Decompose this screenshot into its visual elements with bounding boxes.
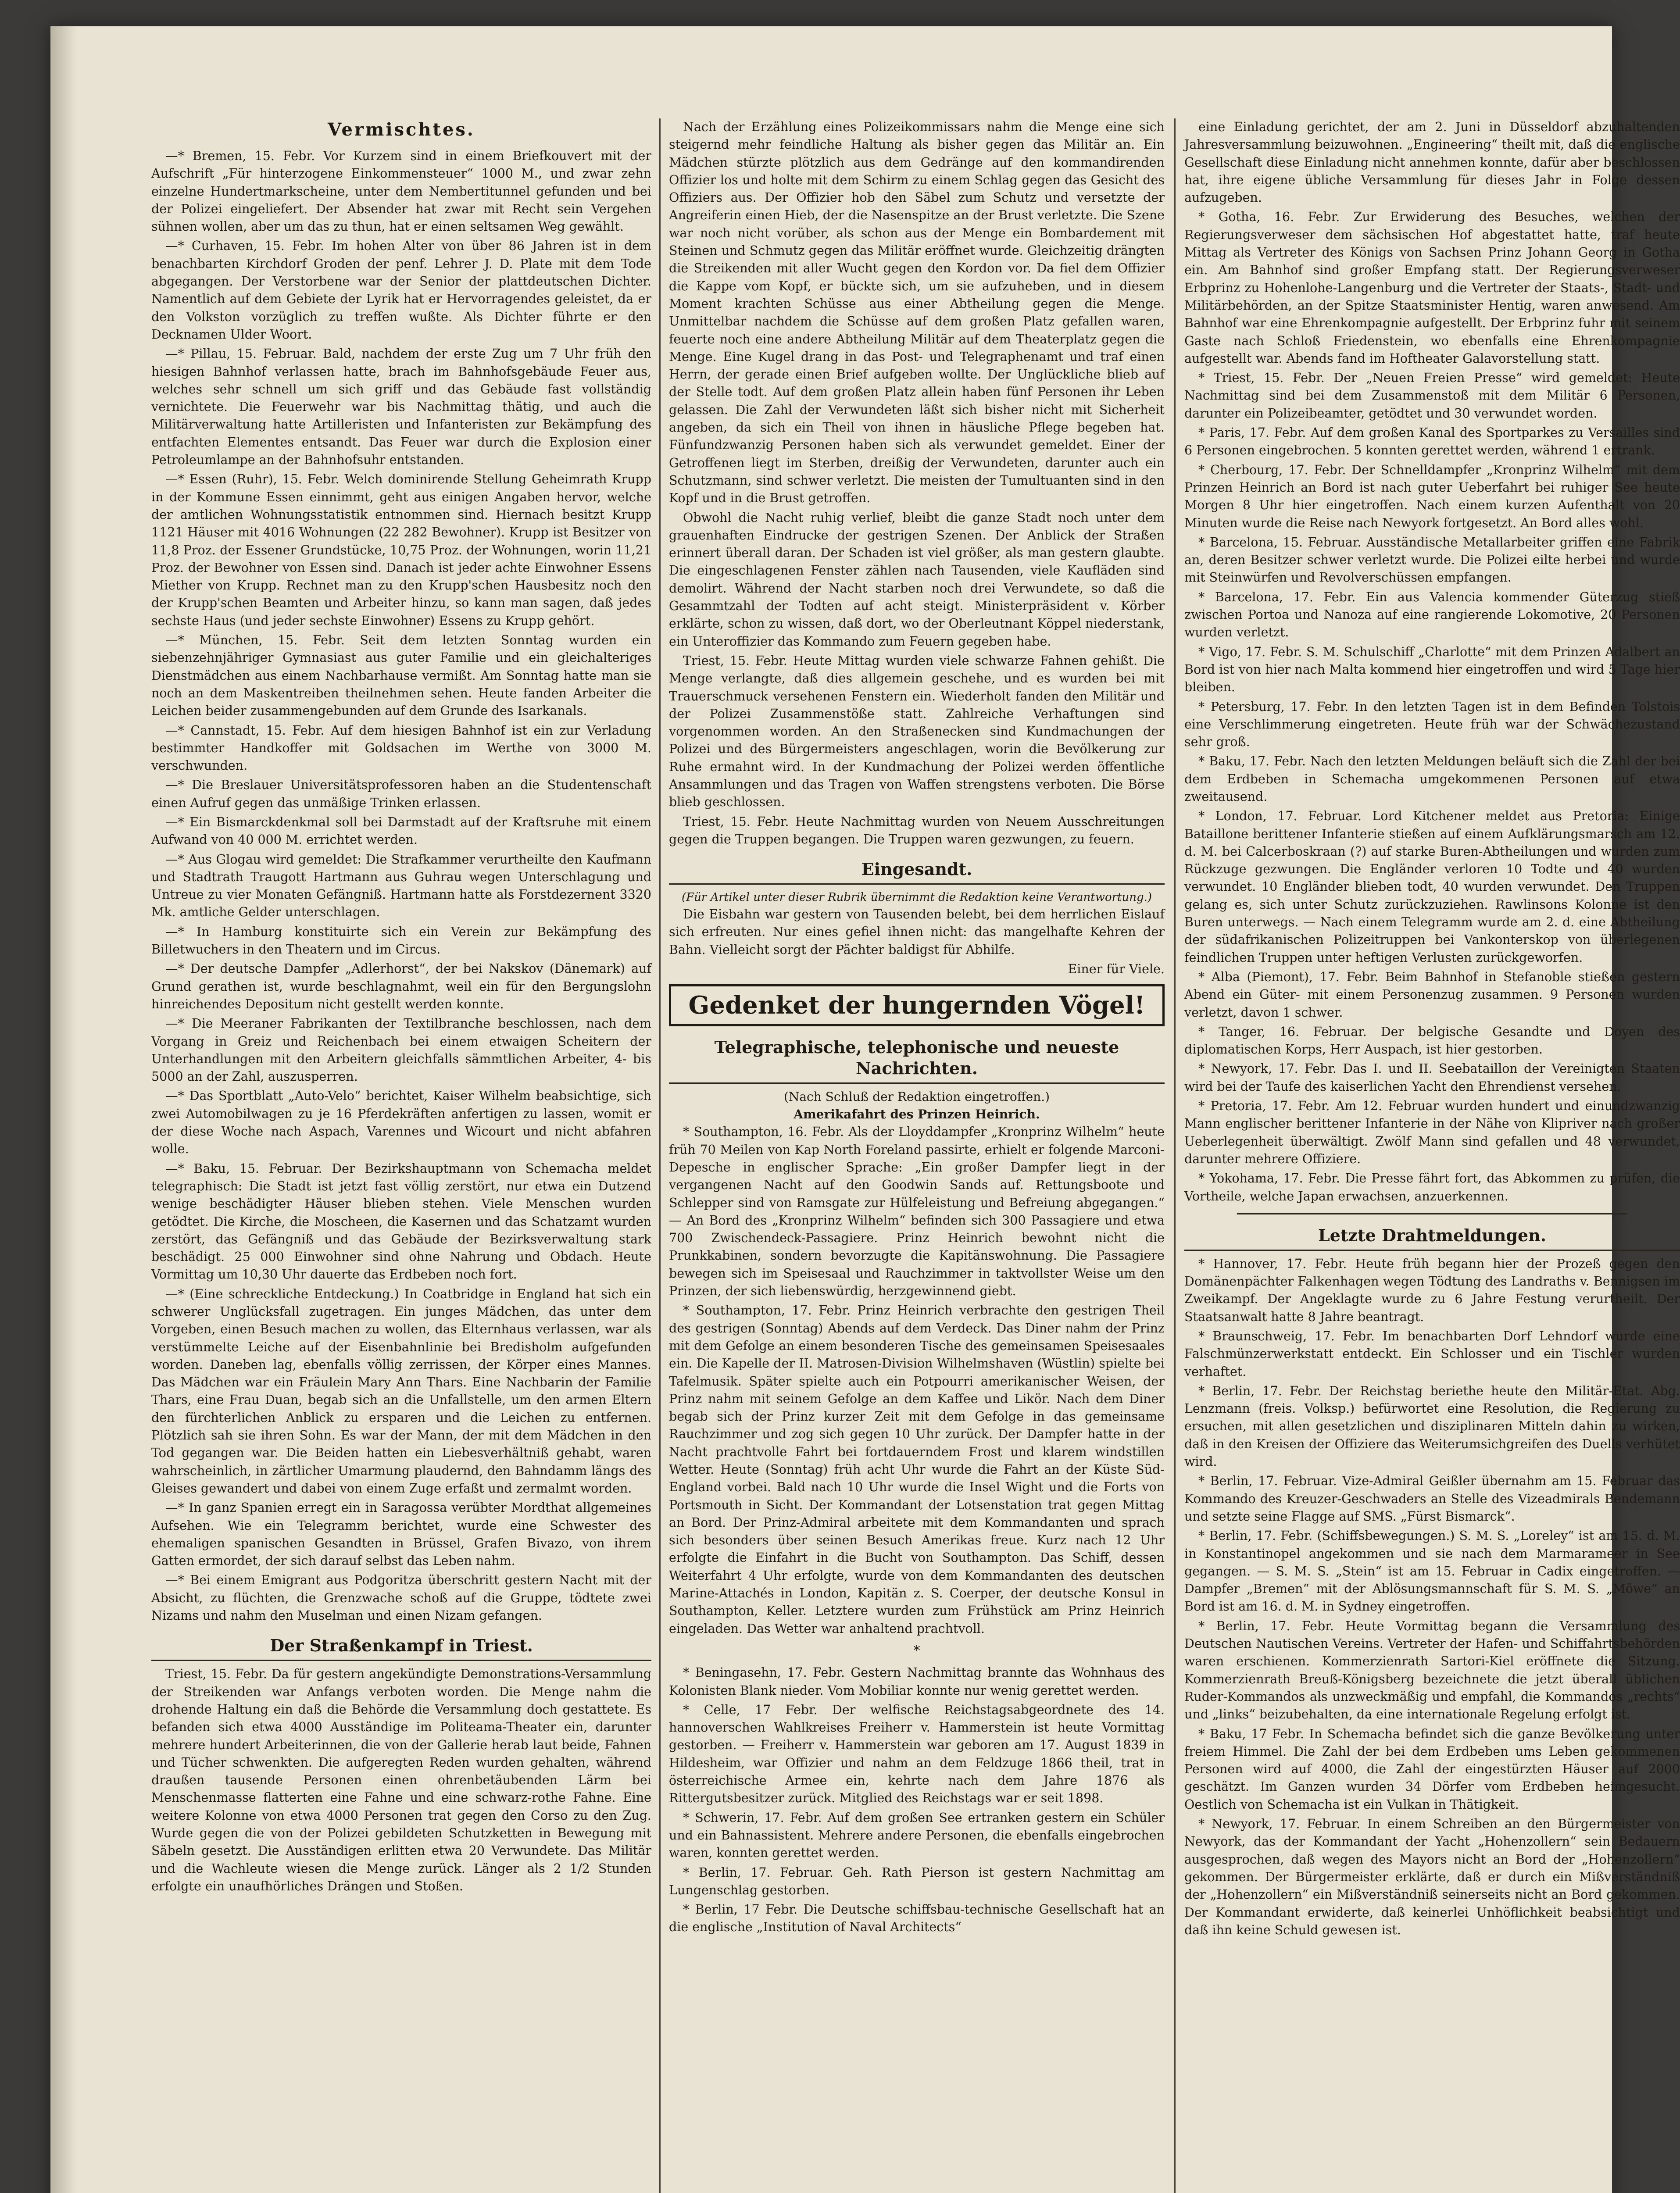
news-items: [151, 147, 651, 1625]
news-items: [669, 1664, 1165, 1936]
column-rule: [659, 118, 661, 2193]
news-item: —* Aus Glogau wird gemeldet: Die Strafkammer verurtheilte den Kaufmann und Stadtrath Traugott Hartmann aus Guhrau wegen Unterschlagung und Untreue zu vier Monaten Gefängniß. Hartmann hatte als Forstdezernent 3320 Mk. amtliche Gelder unterschlagen.: [151, 852, 651, 920]
news-items: [669, 1123, 1165, 1638]
news-item: —* Bei einem Emigrant aus Podgoritza überschritt gestern Nacht mit der Absicht, zu flüchten, die Grenzwache schoß auf die Gruppe, tödtete zwei Nizams und nahm den Muselman und einen Nizam gefangen.: [151, 1573, 651, 1623]
column-2: [669, 118, 1165, 2193]
news-item: * Vigo, 17. Febr. S. M. Schulschiff „Charlotte“ mit dem Prinzen Adalbert an Bord ist von hier nach Malta kommend hier eingetroffen und wird 5 Tage hier bleiben.: [1184, 644, 1680, 695]
news-item: Triest, 15. Febr. Da für gestern angekündigte Demonstrations-Versammlung der Streikenden war Anfangs verboten worden. Die Menge nahm die drohende Haltung ein daß die Behörde die Versammlung doch gestattete. Es befanden sich etwa 4000 Ausständige im Politeama-Theater ein, darunter mehrere hundert Arbeiterinnen, die von der Gallerie herab laut beide, Fahnen und Tücher schwenkten. Die aufgeregten Reden wurden gehalten, während draußen tausende Personen einen ohrenbetäubenden Lärm bei Menschenmasse flatterten eine Fahne und eine schwarz-rothe Fahne. Eine weitere Kolonne von etwa 4000 Personen trat gegen den Corso zu den Zug. Wurde gegen die von der Polizei gebildeten Schutzketten in Bewegung mit Säbeln gesetzt. Die Ausständigen erlitten etwa 20 Verwundete. Das Militär und die Wachleute wiesen die Menge zurück. Länger als 2 1/2 Stunden erfolgte ein unaufhörliches Drängen und Stoßen.: [151, 1667, 651, 1893]
news-items: [1184, 118, 1680, 1205]
news-item: —* Das Sportblatt „Auto-Velo“ berichtet, Kaiser Wilhelm beabsichtige, sich zwei Automobilwagen zu je 16 Pferdekräften anfertigen zu lassen, womit er der diese Woche nach Aspach, Varennes und Wicourt und nicht abfahren wolle.: [151, 1089, 651, 1157]
news-item: * Gotha, 16. Febr. Zur Erwiderung des Besuches, welchen der Regierungsverweser dem sächsischen Hof abgestattet hatte, traf heute Mittag als Vertreter des Königs von Sachsen Prinz Johann Georg in Gotha ein. Am Bahnhof sind großer Empfang statt. Der Regierungsverweser Erbprinz zu Hohenlohe-Langenburg und die Vertreter der Staats-, Stadt- und Militärbehörden, an der Spitze Staatsminister Hentig, waren anwesend. Am Bahnhof war eine Ehrenkompagnie aufgestellt. Der Erbprinz fuhr mit seinem Gaste nach Schloß Friedenstein, wo ebenfalls eine Ehrenkompagnie aufgestellt war. Abends fand im Hoftheater Galavorstellung statt.: [1184, 210, 1680, 366]
news-item: * Barcelona, 17. Febr. Ein aus Valencia kommender Güterzug stieß zwischen Portoa und Nanoza auf eine rangierende Lokomotive, 20 Personen wurden verletzt.: [1184, 589, 1680, 640]
news-item: * Berlin, 17. Febr. Der Reichstag beriethe heute den Militär-Etat. Abg. Lenzmann (freis. Volksp.) befürwortet eine Resolution, die Regierung zu ersuchen, mit allen gesetzlichen und disziplinaren Mitteln dahin zu wirken, daß in den Kreisen der Offiziere das Weiterumsichgreifen des Duells verhütet wird.: [1184, 1383, 1680, 1469]
news-item: —* Die Meeraner Fabrikanten der Textilbranche beschlossen, nach dem Vorgang in Greiz und Reichenbach bei einem etwaigen Scheitern der Unterhandlungen mit den Arbeitern gleichfalls sämmtlichen Arbeiter, 4- bis 5000 an der Zahl, auszusperren.: [151, 1016, 651, 1084]
news-items: [669, 118, 1165, 848]
news-item: * Tanger, 16. Februar. Der belgische Gesandte und Doyen des diplomatischen Korps, Herr Auspach, ist hier gestorben.: [1184, 1024, 1680, 1057]
news-item: * Baku, 17 Febr. In Schemacha befindet sich die ganze Bevölkerung unter freiem Himmel. Die Zahl der bei dem Erdbeben ums Leben gekommenen Personen wird auf 4000, die Zahl der eingestürzten Häuser auf 2000 geschätzt. Im Ganzen wurden 34 Dörfer vom Erdbeben heimgesucht. Oestlich von Schemacha ist ein Vulkan in Thätigkeit.: [1184, 1726, 1680, 1812]
news-item: * Berlin, 17. Februar. Vize-Admiral Geißler übernahm am 15. Februar das Kommando des Kreuzer-Geschwaders an Stelle des Vizeadmirals Bendemann und setzte seine Flagge auf SMS. „Fürst Bismarck“.: [1184, 1474, 1680, 1524]
news-item: —* München, 15. Febr. Seit dem letzten Sonntag wurden ein siebenzehnjähriger Gymnasiast aus guter Familie und ein gleichalteriges Dienstmädchen aus einem Nachbarhause vermißt. Am Sonntag hatte man sie noch an dem Maskentreiben theilnehmen sehen. Heute fanden Arbeiter die Leichen beider zusammengebunden auf dem Grunde des Isarkanals.: [151, 633, 651, 718]
divider: [1237, 1213, 1627, 1214]
section-title-telegraphische: Telegraphische, telephonische und neueste Nachrichten.: [669, 1037, 1165, 1084]
column-3: [1184, 118, 1680, 2193]
news-items: [151, 1665, 651, 1895]
news-item: eine Einladung gerichtet, der am 2. Juni in Düsseldorf abzuhaltenden Jahresversammlung beizuwohnen. „Engineering“ theilt mit, daß die englische Gesellschaft diese Einladung nicht annehmen konnte, dafür aber beschlossen hat, ihre eigene übliche Versammlung für dieses Jahr in Folge dessen aufzugeben.: [1184, 120, 1680, 205]
news-item: Triest, 15. Febr. Heute Mittag wurden viele schwarze Fahnen gehißt. Die Menge verlangte, daß dies allgemein geschehe, und es wurden bei mit Trauerschmuck versehenen Fenstern ein. Wiederholt fanden den Militär und der Polizei Zusammenstöße statt. Zahlreiche Verhaftungen sind vorgenommen worden. An den Straßenecken sind Kundmachungen der Polizei und des Bürgermeisters angeschlagen, worin die Bevölkerung zur Ruhe ermahnt wird. In der Kundmachung der Polizei werden öffentliche Ansammlungen und das Tragen von Waffen strengstens verboten. Die Börse blieb geschlossen.: [669, 653, 1165, 810]
news-item: —* Bremen, 15. Febr. Vor Kurzem sind in einem Briefkouvert mit der Aufschrift „Für hinterzogene Einkommensteuer“ 1000 M., und zwar zehn einzelne Hundertmarkscheine, unter dem Nembertitunnel gefunden und bei der Polizei eingeliefert. Der Absender hat zwar mit Recht sein Vergehen sühnen wollen, aber um das zu thun, hat er einen seltsamen Weg gewählt.: [151, 149, 651, 234]
news-item: * Cherbourg, 17. Febr. Der Schnelldampfer „Kronprinz Wilhelm“ mit dem Prinzen Heinrich an Bord ist nach guter Ueberfahrt bei ruhiger See heute Morgen 8 Uhr hier eingetroffen. Nach einem kurzen Aufenthalt von 20 Minuten wurde die Reise nach Newyork fortgesetzt. An Bord alles wohl.: [1184, 462, 1680, 530]
letter-text: Die Eisbahn war gestern von Tausenden belebt, bei dem herrlichen Eislauf sich erfreuten. Nur eines gefiel ihnen nicht: das mangelhafte Kehren der Bahn. Vielleicht sorgt der Pächter baldigst für Abhilfe.: [669, 907, 1165, 957]
section-title-drahtmeldungen: Letzte Drahtmeldungen.: [1184, 1225, 1680, 1251]
news-item: —* In ganz Spanien erregt ein in Saragossa verübter Mordthat allgemeines Aufsehen. Wie ein Telegramm berichtet, wurde eine Schwester des ehemaligen spanischen Gesandten in Brüssel, Grafen Bivazo, von ihrem Gatten ermordet, der sich darauf selbst das Leben nahm.: [151, 1500, 651, 1568]
news-item: * Braunschweig, 17. Febr. Im benachbarten Dorf Lehndorf wurde eine Falschmünzerwerkstatt entdeckt. Ein Schlosser und ein Tischler wurden verhaftet.: [1184, 1329, 1680, 1379]
news-item: * Berlin, 17 Febr. Die Deutsche schiffsbau-technische Gesellschaft hat an die englische „Institution of Naval Architects“: [669, 1902, 1165, 1935]
news-item: —* Essen (Ruhr), 15. Febr. Welch dominirende Stellung Geheimrath Krupp in der Kommune Essen einnimmt, geht aus einigen Angaben hervor, welche der amtlichen Wohnungsstatistik entnommen sind. Hiernach besitzt Krupp 1121 Häuser mit 4016 Wohnungen (22 282 Bewohner). Krupp ist Besitzer von 11,8 Proz. der Essener Grundstücke, 10,75 Proz. der Wohnungen, worin 11,21 Proz. der Bewohner von Essen sind. Danach ist jeder achte Einwohner Essens Miether von Krupp. Rechnet man zu den Krupp'schen Hausbesitz noch den der Krupp'schen Beamten und Arbeiter hinzu, so kann man sagen, daß jedes sechste Haus (und jeder sechste Einwohner) Essens zu Krupp gehört.: [151, 472, 651, 628]
news-item: * Petersburg, 17. Febr. In den letzten Tagen ist in dem Befinden Tolstois eine Verschlimmerung eingetreten. Heute früh war der Schwächezustand sehr groß.: [1184, 699, 1680, 750]
news-item: —* Cannstadt, 15. Febr. Auf dem hiesigen Bahnhof ist ein zur Verladung bestimmter Handkoffer mit Goldsachen im Werthe von 3000 M. verschwunden.: [151, 723, 651, 773]
news-item: * Newyork, 17. Februar. In einem Schreiben an den Bürgermeister von Newyork, das der Kommandant der Yacht „Hohenzollern“ sein Bedauern ausgesprochen, daß wegen des Mayors nicht an Bord der „Hohenzollern“ gekommen. Der Bürgermeister erklärte, daß er durch ein Mißverständniß der „Hohenzollern“ ein Mißverständniß seinerseits nicht an Bord gekommen. Der Kommandant erwiderte, daß keinerlei Unhöflichkeit beabsichtigt und daß ihn keine Schuld gewesen ist.: [1184, 1817, 1680, 1937]
page-fold-shadow: [50, 26, 77, 2193]
section-title-eingesandt: Eingesandt.: [669, 859, 1165, 885]
news-item: * Alba (Piemont), 17. Febr. Beim Bahnhof in Stefanoble stießen gestern Abend ein Güter- mit einem Personenzug zusammen. 9 Personen wurden verletzt, davon 1 schwer.: [1184, 969, 1680, 1020]
news-item: * Berlin, 17. Febr. (Schiffsbewegungen.) S. M. S. „Loreley“ ist am 15. d. M. in Konstantinopel angekommen und sie nach dem Marmarameer in See gegangen. — S. M. S. „Stein“ ist am 15. Februar in Cadix eingetroffen. — Dampfer „Bremen“ mit der Ablösungsmannschaft für S. M. S. „Möwe“ an Bord ist am 16. d. M. in Sydney eingetroffen.: [1184, 1529, 1680, 1614]
news-item: * Southampton, 17. Febr. Prinz Heinrich verbrachte den gestrigen Theil des gestrigen (Sonntag) Abends auf dem Verdeck. Das Diner nahm der Prinz mit dem Gefolge an einem besonderen Tische des gemeinsamen Speisesaales ein. Die Kapelle der II. Matrosen-Division Wilhelmshaven (Wüstlin) spielte bei Tafelmusik. Später spielte auch ein Potpourri amerikanischer Weisen, der Prinz nahm mit seinem Gefolge an dem Kaffee und Likör. Nach dem Diner begab sich der Prinz kurzer Zeit mit dem Gefolge in das gemeinsame Rauchzimmer und zog sich gegen 10 Uhr zurück. Der Dampfer hatte in der Nacht prachtvolle Fahrt bei fortdauerndem Frost und klarem windstillen Wetter. Heute (Sonntag) früh acht Uhr wurde die Fahrt an der Küste Süd-England vorbei. Bald nach 10 Uhr wurde die Insel Wight und die Forts von Portsmouth in Sicht. Der Kommandant der Lotsenstation trat gegen Mittag an Bord. Der Prinz-Admiral arbeitete mit dem Kommandanten und sprach sich besonders über seinen Besuch Amerikas freue. Kurz nach 12 Uhr erfolgte die Einfahrt in die Bucht von Southampton. Das Schiff, dessen Weiterfahrt 4 Uhr erfolgte, wurde von dem Kommandanten des deutschen Marine-Attachés in London, Kapitän z. S. Coerper, der deutsche Konsul in Southampton, Keller. Letztere wurden zum Frühstück am Prinz Heinrich eingeladen. Das Wetter war anhaltend prachtvoll.: [669, 1303, 1165, 1636]
separator-star: *: [913, 1643, 920, 1658]
news-item: * Barcelona, 15. Februar. Ausständische Metallarbeiter griffen eine Fabrik an, deren Besitzer schwer verletzt wurde. Die Polizei eilte herbei und wurde mit Steinwürfen und Revolverschüssen empfangen.: [1184, 535, 1680, 585]
boxed-appeal: Gedenket der hungernden Vögel!: [669, 984, 1165, 1026]
news-item: —* Baku, 15. Februar. Der Bezirkshauptmann von Schemacha meldet telegraphisch: Die Stadt ist jetzt fast völlig zerstört, nur etwa ein Dutzend wenige beschädigter Häuser blieben stehen. Viele Menschen wurden getödtet. Die Kirche, die Moscheen, die Kasernen und das Schatzamt wurden zerstört, das Gefängniß und das Gebäude der Bezirksverwaltung stark beschädigt. 25 000 Einwohner sind ohne Nahrung und Obdach. Heute Vormittag um 10,30 Uhr dauerte das Erdbeben noch fort.: [151, 1161, 651, 1282]
news-item: * Southampton, 16. Febr. Als der Lloyddampfer „Kronprinz Wilhelm“ heute früh 70 Meilen von Kap North Foreland passirte, erhielt er folgende Marconi-Depesche in englischer Sprache: „Ein großer Dampfer liegt in der vergangenen Nacht auf den Goodwin Sands auf. Rettungsboote und Schlepper sind von Ramsgate zur Hülfeleistung und Befreiung abgegangen.“ — An Bord des „Kronprinz Wilhelm“ befinden sich 300 Passagiere und etwa 700 Zwischendeck-Passagiere. Prinz Heinrich bewohnt nicht die Prunkkabinen, sondern bevorzugte die Kapitänswohnung. Die Passagiere bewegen sich im Speisesaal und Rauchzimmer in taktvollster Weise um den Prinzen, der sich liebenswürdig, herzgewinnend giebt.: [669, 1125, 1165, 1299]
column-rule: [1174, 118, 1176, 2193]
news-item: —* In Hamburg konstituirte sich ein Verein zur Bekämpfung des Billetwuchers in den Theatern und im Circus.: [151, 924, 651, 957]
newspaper-page: [50, 26, 1680, 2193]
column-1: [151, 118, 651, 2193]
news-item: —* Ein Bismarckdenkmal soll bei Darmstadt auf der Kraftsruhe mit einem Aufwand von 40 000 M. errichtet werden.: [151, 814, 651, 847]
news-item: * Berlin, 17. Februar. Geh. Rath Pierson ist gestern Nachmittag am Lungenschlag gestorben.: [669, 1865, 1165, 1897]
news-item: * Celle, 17 Febr. Der welfische Reichstagsabgeordnete des 14. hannoverschen Wahlkreises Freiherr v. Hammerstein ist heute Vormittag gestorben. — Freiherr v. Hammerstein war geboren am 17. August 1839 in Hildesheim, war Offizier und nahm an dem Feldzuge 1866 theil, trat in österreichische Armee ein, kehrte nach dem Jahre 1876 als Rittergutsbesitzer zurück. Mitglied des Reichstags war er seit 1898.: [669, 1702, 1165, 1806]
news-item: * Beningasehn, 17. Febr. Gestern Nachmittag brannte das Wohnhaus des Kolonisten Blank nieder. Vom Mobiliar konnte nur wenig gerettet werden.: [669, 1665, 1165, 1698]
section-title-strassenkampf: Der Straßenkampf in Triest.: [151, 1635, 651, 1661]
news-item: * Baku, 17. Febr. Nach den letzten Meldungen beläuft sich die Zahl der bei dem Erdbeben in Schemacha umgekommenen Personen auf etwa zweitausend.: [1184, 754, 1680, 804]
news-item: —* Pillau, 15. Februar. Bald, nachdem der erste Zug um 7 Uhr früh den hiesigen Bahnhof verlassen hatte, brach im Bahnhofsgebäude Feuer aus, welches sehr schnell um sich griff und das Gebäude fast vollständig vernichtete. Die Feuerwehr war bis Nachmittag thätig, und auch die Militärverwaltung hatte Artilleristen und Infanteristen zur Bekämpfung des entfachten Elementes entsandt. Das Feuer war durch die Explosion einer Petroleumlampe an der Bahnhofsuhr entstanden.: [151, 346, 651, 468]
letter-signature: Einer für Viele.: [1068, 962, 1165, 977]
section-subtitle: Amerikafahrt des Prinzen Heinrich.: [794, 1107, 1040, 1122]
news-item: Nach der Erzählung eines Polizeikommissars nahm die Menge eine sich steigernd mehr feindliche Haltung als bisher gegen das Militär an. Ein Mädchen stürzte plötzlich aus dem Gedränge auf den kommandirenden Offizier los und holte mit dem Schirm zu einem Schlag gegen das Gesicht des Offiziers aus. Der Offizier hob den Säbel zum Schutz und versetzte der Angreiferin einen Hieb, der die Nasenspitze an der Brust verletzte. Die Szene war noch nicht vorüber, als schon aus der Menge ein Bombardement mit Steinen und Schmutz gegen das Militär eröffnet wurde. Gleichzeitig drängten die Streikenden mit aller Wucht gegen den Kordon vor. Da fiel dem Offizier die Kappe vom Kopf, er bückte sich, um sie aufzuheben, und in diesem Moment krachten Schüsse aus einer Abtheilung gegen die Menge. Unmittelbar nachdem die Schüsse auf dem großen Platz gefallen waren, feuerte noch eine andere Abtheilung Militär auf dem Theaterplatz gegen die Menge. Eine Kugel drang in das Post- und Telegraphenamt und traf einen Herrn, der gerade einen Brief aufgeben wollte. Der Unglückliche blieb auf der Stelle todt. Auf dem großen Platz allein haben fünf Personen ihr Leben gelassen. Die Zahl der Verwundeten läßt sich bisher nicht mit Sicherheit angeben, da sich ein Theil von ihnen in häusliche Pflege begeben hat. Fünfundzwanzig Personen haben sich als verwundet gemeldet. Einer der Getroffenen liegt im Sterben, dreißig der Verwundeten, darunter auch ein Schutzmann, sind schwer verletzt. Die meisten der Tumultuanten sind in den Kopf und in die Brust getroffen.: [669, 120, 1165, 506]
news-item: * Triest, 15. Febr. Der „Neuen Freien Presse“ wird gemeldet: Heute Nachmittag sind bei dem Zusammenstoß mit dem Militär 6 Personen, darunter ein Polizeibeamter, getödtet und 30 verwundet worden.: [1184, 371, 1680, 421]
section-title-vermischtes: Vermischtes.: [328, 119, 475, 140]
news-item: —* Curhaven, 15. Febr. Im hohen Alter von über 86 Jahren ist in dem benachbarten Kirchdorf Groden der penf. Lehrer J. D. Plate mit dem Tode abgegangen. Der Verstorbene war der Senior der plattdeutschen Dichter. Namentlich auf dem Gebiete der Lyrik hat er Hervorragendes geleistet, da er den Volkston vorzüglich zu treffen wußte. Als Dichter führte er den Decknamen Ulder Woort.: [151, 239, 651, 342]
news-item: Obwohl die Nacht ruhig verlief, bleibt die ganze Stadt noch unter dem grauenhaften Eindrucke der gestrigen Szenen. Der Anblick der Straßen erinnert überall daran. Der Schaden ist viel größer, als man gestern glaubte. Die eingeschlagenen Fenster zählen nach Tausenden, viele Kaufläden sind demolirt. Während der Nacht starben noch drei Verwundete, so daß die Gesammtzahl der Todten auf acht steigt. Ministerpräsident v. Körber erklärte, schon zu wissen, daß dort, wo der Oberleutnant Köppel niederstank, ein Unteroffizier das Kommando zum Feuern gegeben habe.: [669, 510, 1165, 649]
news-item: Triest, 15. Febr. Heute Nachmittag wurden von Neuem Ausschreitungen gegen die Truppen begangen. Die Truppen waren gezwungen, zu feuern.: [669, 814, 1165, 846]
news-item: * Pretoria, 17. Febr. Am 12. Februar wurden hundert und einundzwanzig Mann englischer berittener Infanterie in der Nähe von Klipriver nach großer Ueberlegenheit überwältigt. Zwölf Mann sind gefallen und 48 verwundet, darunter mehrere Offiziere.: [1184, 1099, 1680, 1166]
news-item: * London, 17. Februar. Lord Kitchener meldet aus Pretoria: Einige Bataillone berittener Infanterie stießen auf einem Aufklärungsmarsch am 12. d. M. bei Calcerboskraan (?) auf starke Buren-Abtheilungen und wurden zum Rückzuge gezwungen. Die Engländer verloren 10 Todte und 40 wurden verwundet. 10 Engländer blieben todt, 40 wurden verwundet. Den Truppen gelang es, sich unter Schutz zurückzuziehen. Rawlinsons Kolonne ist den Buren unterwegs. — Nach einem Telegramm wurde am 2. d. eine Abtheilung der südafrikanischen Polizeitruppen bei Vankonterskop von überlegenen feindlichen Truppen unter heftigen Verlusten zurückgeworfen.: [1184, 809, 1680, 965]
news-item: * Schwerin, 17. Febr. Auf dem großen See ertranken gestern ein Schüler und ein Bahnassistent. Mehrere andere Personen, die ebenfalls eingebrochen waren, konnten gerettet werden.: [669, 1810, 1165, 1861]
section-note: (Nach Schluß der Redaktion eingetroffen.): [783, 1089, 1050, 1104]
news-items: [1184, 1255, 1680, 1939]
editorial-note: (Für Artikel unter dieser Rubrik übernimmt die Redaktion keine Verantwortung.): [681, 891, 1152, 904]
news-item: —* (Eine schreckliche Entdeckung.) In Coatbridge in England hat sich ein schwerer Unglücksfall zugetragen. Ein junges Mädchen, das unter dem Vorgeben, einen Besuch machen zu wollen, das Elternhaus verlassen, war als verstümmelte Leiche auf der Eisenbahnlinie bei Bredisholm aufgefunden worden. Daneben lag, ebenfalls völlig zerrissen, der Körper eines Mannes. Das Mädchen war ein Fräulein Mary Ann Thars. Eine Nachbarin der Familie Thars, eine Frau Duan, begab sich an die Unfallstelle, um den armen Eltern den fürchterlichen Anblick zu ersparen und die Leichen zu entfernen. Plötzlich sah sie ihren Sohn. Es war der Mann, der mit dem Mädchen in den Tod gegangen war. Die Beiden hatten ein Liebesverhältniß gehabt, waren wahrscheinlich, in zärtlicher Umarmung plaudernd, den Bahndamm längs des Gleises gewandert und dabei von einem Zuge erfaßt und zermalmt worden.: [151, 1286, 651, 1496]
news-item: —* Der deutsche Dampfer „Adlerhorst“, der bei Nakskov (Dänemark) auf Grund gerathen ist, wurde beschlagnahmt, weil ein für den Bergungslohn hinreichendes Depositum nicht gestellt werden konnte.: [151, 961, 651, 1011]
news-item: —* Die Breslauer Universitätsprofessoren haben an die Studentenschaft einen Aufruf gegen das unmäßige Trinken erlassen.: [151, 778, 651, 810]
news-item: * Paris, 17. Febr. Auf dem großen Kanal des Sportparkes zu Versailles sind 6 Personen eingebrochen. 5 konnten gerettet werden, während 1 ertrank.: [1184, 425, 1680, 458]
news-item: * Newyork, 17. Febr. Das I. und II. Seebataillon der Vereinigten Staaten wird bei der Taufe des kaiserlichen Yacht den Ehrendienst versehen.: [1184, 1061, 1680, 1094]
news-item: * Berlin, 17. Febr. Heute Vormittag begann die Versammlung des Deutschen Nautischen Vereins. Vertreter der Hafen- und Schiffahrtsbehörden waren erschienen. Kommerzienrath Sartori-Kiel eröffnete die Sitzung. Kommerzienrath Breuß-Königsberg bezeichnete die jetzt überall üblichen Ruder-Kommandos als unzweckmäßig und empfahl, die Kommandos „rechts“ und „links“ beizubehalten, da eine internationale Regelung erfolgt ist.: [1184, 1618, 1680, 1722]
news-item: * Hannover, 17. Febr. Heute früh begann hier der Prozeß gegen den Domänenpächter Falkenhagen wegen Tödtung des Landraths v. Bennigsen im Zweikampf. Der Angeklagte wurde zu 6 Jahre Festung verurtheilt. Der Staatsanwalt hatte 8 Jahre beantragt.: [1184, 1256, 1680, 1324]
news-item: * Yokohama, 17. Febr. Die Presse fährt fort, das Abkommen zu prüfen, die Vortheile, welche Japan erwachsen, anzuerkennen.: [1184, 1171, 1680, 1204]
